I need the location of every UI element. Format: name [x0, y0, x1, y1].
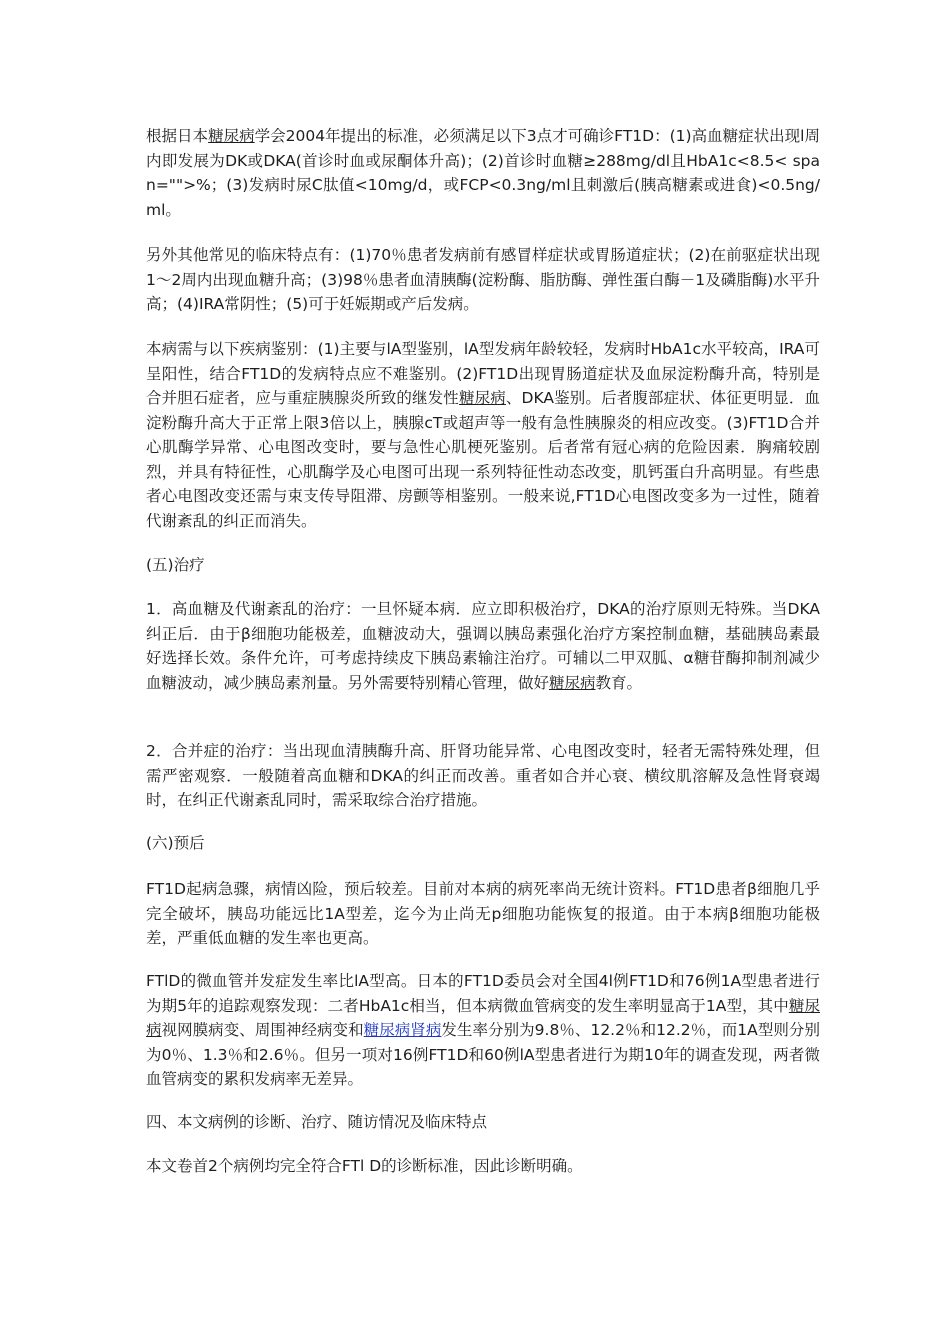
- paragraph-clinical-features: [146, 243, 820, 317]
- text-run: 本病需与以下疾病鉴别：(1)主要与lA型鉴别，lA型发病年龄较轻，发病时HbA1c水平较高，IRA可呈阳性，结合FT1D的发病特点应不难鉴别。(2)FT1D出现胃肠道症状及血尿淀粉酶升高，特别是合并胆石症者，应与重症胰腺炎所致的继发性: [146, 340, 820, 407]
- text-run: 根据日本: [146, 127, 209, 145]
- text-run: 学会2004年提出的标准，必须满足以下3点才可确诊FT1D：(1)高血糖症状出现l周内即发展为DK或DKA(首诊时血或尿酮体升高)；(2)首诊时血糖≥288mg/dl且HbA1c<8.5< span="">%；(3)发病时尿C肽值<10mg/d，或FCP<0.3ng/ml且刺激后(胰高糖素或进食)<0.5ng/ml。: [146, 127, 820, 219]
- keyword-link[interactable]: 糖尿病: [458, 389, 506, 407]
- text-run: 发生率分别为9.8％、12.2％和12.2％，而1A型则分别为0％、1.3％和2.6％。但另一项对16例FT1D和60例lA型患者进行为期10年的调查发现，两者微血管病变的累积发病率无差异。: [146, 1021, 820, 1088]
- text-run: 另外其他常见的临床特点有：(1)70％患者发病前有感冒样症状或胃肠道症状；(2)在前驱症状出现1～2周内出现血糖升高；(3)98％患者血清胰酶(淀粉酶、脂肪酶、弹性蛋白酶－1及磷脂酶)水平升高；(4)IRA常阴性；(5)可于妊娠期或产后发病。: [146, 246, 820, 313]
- text-run: 四、本文病例的诊断、治疗、随访情况及临床特点: [146, 1113, 488, 1131]
- keyword-link[interactable]: 糖尿病: [146, 996, 820, 1039]
- paragraph-prognosis: [146, 877, 820, 951]
- text-run: 本文卷首2个病例均完全符合FTl D的诊断标准，因此诊断明确。: [146, 1157, 583, 1175]
- text-run: 教育。: [595, 673, 643, 692]
- section-heading-case-diagnosis: [146, 1110, 820, 1135]
- keyword-link[interactable]: 糖尿病: [549, 673, 596, 692]
- text-run: 视网膜病变、周围神经病变和: [161, 1021, 364, 1039]
- text-run: 1．高血糖及代谢紊乱的治疗：一旦怀疑本病．应立即积极治疗，DKA的治疗原则无特殊。当DKA纠正后．由于β细胞功能极差，血糖波动大，强调以胰岛素强化治疗方案控制血糖，基础胰岛素最好选择长效。条件允许，可考虑持续皮下胰岛素输注治疗。可辅以二甲双胍、α糖苷酶抑制剂减少血糖波动，减少胰岛素剂量。另外需要特别精心管理，做好: [146, 600, 820, 692]
- text-run: 、DKA鉴别。后者腹部症状、体征更明显．血淀粉酶升高大于正常上限3倍以上，胰腺cT或超声等一般有急性胰腺炎的相应改变。(3)FT1D合并心肌酶学异常、心电图改变时，要与急性心肌梗死鉴别。后者常有冠心病的危险因素．胸痛较剧烈，并具有特征性，心肌酶学及心电图可出现一系列特征性动态改变，肌钙蛋白升高明显。有些患者心电图改变还需与束支传导阻滞、房颤等相鉴别。一般来说,FT1D心电图改变多为一过性，随着代谢紊乱的纠正而消失。: [146, 389, 820, 530]
- paragraph-differential-diagnosis: [146, 337, 820, 533]
- keyword-link[interactable]: 糖尿病: [208, 127, 255, 145]
- keyword-link[interactable]: 糖尿病肾病: [363, 1021, 442, 1039]
- section-heading-treatment: [146, 553, 820, 578]
- paragraph-diagnostic-criteria: [146, 124, 820, 222]
- section-heading-prognosis: [146, 831, 820, 856]
- text-run: 2．合并症的治疗：当出现血清胰酶升高、肝肾功能异常、心电图改变时，轻者无需特殊处理，但需严密观察．一般随着高血糖和DKA的纠正而改善。重者如合并心衰、横纹肌溶解及急性肾衰竭时，在纠正代谢紊乱同时，需采取综合治疗措施。: [146, 742, 820, 809]
- text-run: FT1D起病急骤，病情凶险，预后较差。目前对本病的病死率尚无统计资料。FT1D患者β细胞几乎完全破坏，胰岛功能远比1A型差，迄今为止尚无p细胞功能恢复的报道。由于本病β细胞功能极差，严重低血糖的发生率也更高。: [146, 880, 820, 947]
- paragraph-hyperglycemia-treatment: [146, 597, 820, 695]
- paragraph-case-conclusion: [146, 1154, 820, 1179]
- text-run: (五)治疗: [146, 556, 205, 574]
- paragraph-complication-treatment: [146, 739, 820, 813]
- text-run: FTlD的微血管并发症发生率比lA型高。日本的FT1D委员会对全国4l例FT1D和76例1A型患者进行为期5年的追踪观察发现：二者HbA1c相当，但本病微血管病变的发生率明显高于1A型，其中: [146, 972, 820, 1015]
- text-run: (六)预后: [146, 834, 205, 852]
- paragraph-microvascular-complications: [146, 969, 820, 1092]
